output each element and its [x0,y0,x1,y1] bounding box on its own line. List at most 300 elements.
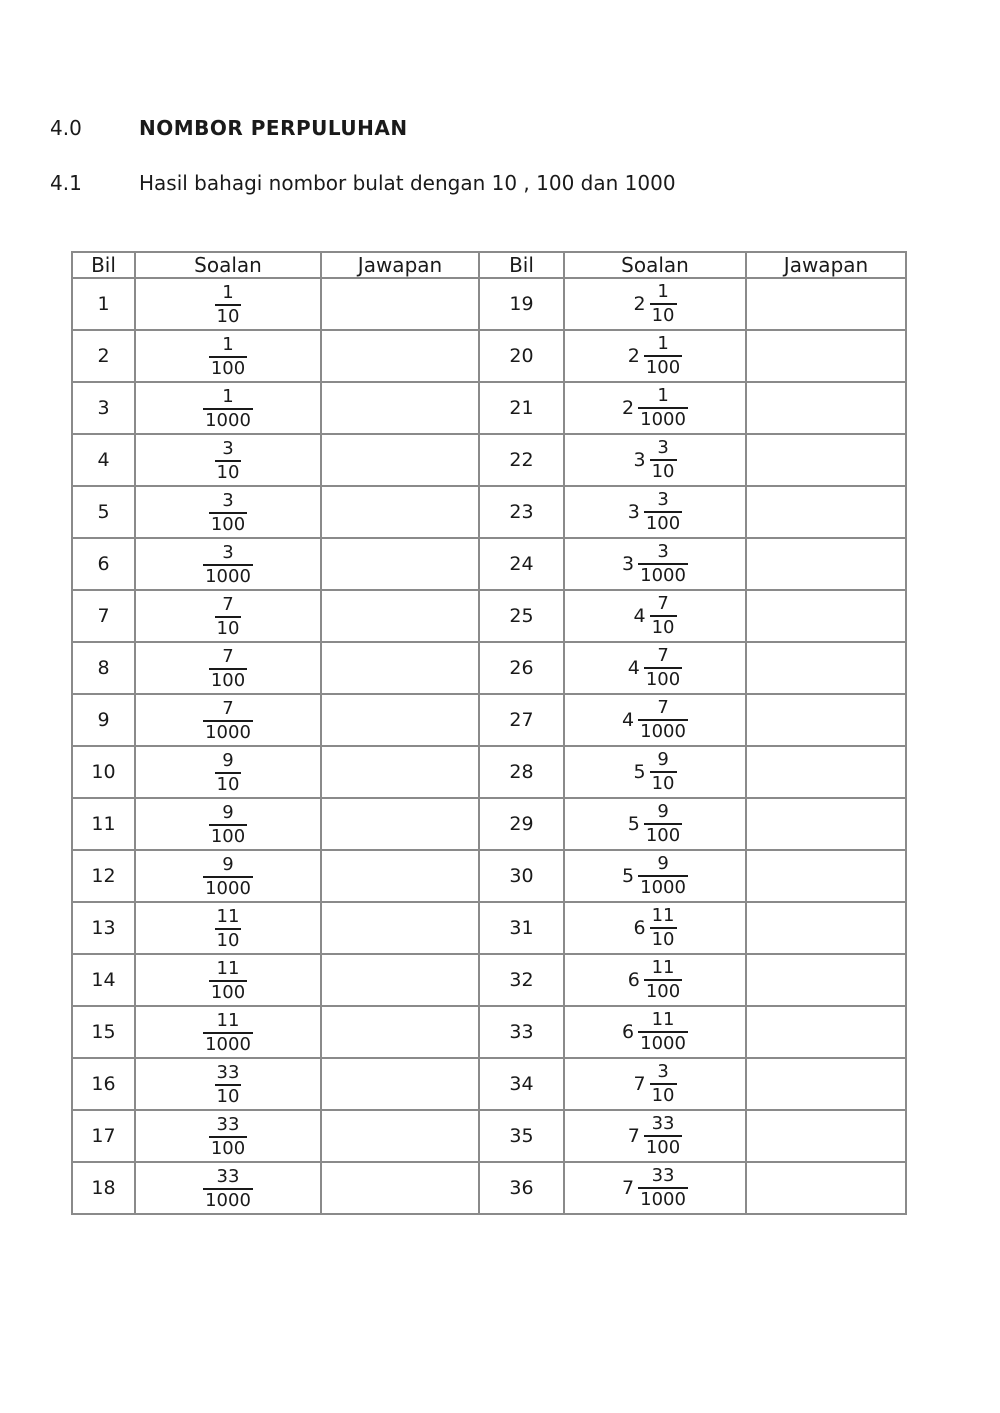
question-cell [135,1110,321,1162]
table-row [72,330,906,382]
answer-cell[interactable] [746,902,906,954]
question-cell [135,278,321,330]
denominator: 100 [210,513,246,535]
subsection-heading [50,171,676,195]
question-number: 22 [479,434,564,486]
question-number: 13 [72,902,135,954]
mixed-fraction [634,593,677,639]
table-row [72,642,906,694]
table-row [72,798,906,850]
numerator: 7 [222,697,234,719]
numerator: 33 [216,1165,240,1187]
whole-number: 5 [633,761,646,783]
answer-cell[interactable] [746,1162,906,1214]
question-cell [564,278,746,330]
whole-number: 4 [622,709,635,731]
answer-cell[interactable] [321,902,479,954]
numerator: 3 [657,437,669,458]
numerator: 7 [222,593,234,615]
fraction [215,1062,242,1108]
mixed-fraction [634,281,677,327]
mixed-fraction [203,854,253,900]
denominator: 100 [645,1137,681,1158]
fraction [203,854,253,900]
answer-cell[interactable] [746,746,906,798]
fraction [650,593,677,639]
answer-cell[interactable] [321,694,479,746]
numerator: 3 [657,489,669,510]
question-cell [564,642,746,694]
question-cell [135,798,321,850]
fraction [203,1166,253,1212]
question-number: 20 [479,330,564,382]
answer-cell[interactable] [321,1162,479,1214]
mixed-fraction [209,958,247,1004]
numerator: 1 [657,281,669,302]
question-number: 16 [72,1058,135,1110]
table-row [72,382,906,434]
answer-cell[interactable] [746,850,906,902]
question-cell [135,1006,321,1058]
denominator: 10 [651,305,675,326]
fraction [215,906,242,952]
question-cell [564,902,746,954]
numerator: 1 [657,385,669,406]
fraction [215,750,242,796]
numerator: 7 [657,593,669,614]
subsection-title: Hasil bahagi nombor bulat dengan 10 , 100 dan 1000 [139,171,676,195]
question-cell [135,538,321,590]
question-cell [135,746,321,798]
numerator: 9 [657,801,669,822]
numerator: 33 [216,1061,240,1083]
question-cell [135,954,321,1006]
denominator: 100 [210,981,246,1003]
numerator: 3 [222,437,234,459]
fraction [203,1010,253,1056]
mixed-fraction [203,542,253,588]
question-cell [135,590,321,642]
numerator: 1 [222,385,234,407]
denominator: 1000 [205,1033,251,1055]
mixed-fraction [628,957,682,1003]
mixed-fraction [209,646,247,692]
denominator: 100 [210,1137,246,1159]
question-number: 2 [72,330,135,382]
answer-cell[interactable] [746,1058,906,1110]
denominator: 1000 [640,1033,686,1054]
question-number: 36 [479,1162,564,1214]
question-number: 11 [72,798,135,850]
fraction [209,802,247,848]
numerator: 1 [657,333,669,354]
numerator: 3 [657,1061,669,1082]
question-number: 19 [479,278,564,330]
question-number: 35 [479,1110,564,1162]
question-number: 12 [72,850,135,902]
numerator: 1 [222,281,234,303]
answer-cell[interactable] [746,1006,906,1058]
mixed-fraction [622,853,688,899]
fraction [209,334,247,380]
fraction [644,333,682,379]
denominator: 1000 [205,409,251,431]
denominator: 100 [210,669,246,691]
answer-cell[interactable] [746,694,906,746]
denominator: 10 [216,461,240,483]
mixed-fraction [209,334,247,380]
fraction [650,437,677,483]
fraction [203,386,253,432]
answer-cell[interactable] [746,278,906,330]
mixed-fraction [203,1166,253,1212]
question-cell [135,434,321,486]
mixed-fraction [209,490,247,536]
section-title: NOMBOR PERPULUHAN [139,116,408,140]
question-cell [564,486,746,538]
mixed-fraction [622,385,688,431]
question-cell [564,538,746,590]
denominator: 100 [645,513,681,534]
answer-cell[interactable] [746,538,906,590]
fraction [638,385,688,431]
numerator: 7 [657,697,669,718]
mixed-fraction [628,801,682,847]
denominator: 1000 [205,1189,251,1211]
denominator: 100 [645,357,681,378]
denominator: 10 [216,617,240,639]
table-row [72,902,906,954]
fraction [644,957,682,1003]
table-row [72,954,906,1006]
question-cell [135,642,321,694]
denominator: 10 [216,1085,240,1107]
header-bil: Bil [479,252,564,278]
header-jawapan: Jawapan [321,252,479,278]
fraction [650,749,677,795]
table-body [72,278,906,1214]
numerator: 11 [216,905,240,927]
question-number: 14 [72,954,135,1006]
table-row [72,746,906,798]
denominator: 1000 [640,565,686,586]
answer-cell[interactable] [321,538,479,590]
mixed-fraction [209,802,247,848]
table-row [72,1110,906,1162]
answer-cell[interactable] [321,1006,479,1058]
question-cell [564,330,746,382]
answer-cell[interactable] [746,642,906,694]
header-row [72,252,906,278]
question-cell [135,850,321,902]
fraction [644,489,682,535]
numerator: 9 [657,853,669,874]
numerator: 33 [651,1113,675,1134]
question-cell [564,1058,746,1110]
mixed-fraction [203,698,253,744]
numerator: 9 [222,749,234,771]
question-cell [564,1162,746,1214]
question-number: 27 [479,694,564,746]
whole-number: 6 [622,1021,635,1043]
answer-cell[interactable] [746,382,906,434]
worksheet-table [71,251,907,1215]
question-cell [564,850,746,902]
denominator: 10 [651,1085,675,1106]
question-cell [135,1058,321,1110]
denominator: 1000 [205,877,251,899]
question-number: 15 [72,1006,135,1058]
question-number: 31 [479,902,564,954]
whole-number: 7 [633,1073,646,1095]
denominator: 100 [210,825,246,847]
question-cell [135,382,321,434]
numerator: 9 [657,749,669,770]
whole-number: 4 [633,605,646,627]
denominator: 100 [210,357,246,379]
question-number: 18 [72,1162,135,1214]
subsection-number: 4.1 [50,171,82,195]
denominator: 10 [651,773,675,794]
fraction [638,541,688,587]
question-number: 8 [72,642,135,694]
question-number: 1 [72,278,135,330]
mixed-fraction [215,438,242,484]
question-cell [564,746,746,798]
numerator: 33 [216,1113,240,1135]
denominator: 1000 [640,409,686,430]
fraction [638,697,688,743]
question-cell [564,1110,746,1162]
answer-cell[interactable] [746,486,906,538]
question-number: 17 [72,1110,135,1162]
mixed-fraction [203,1010,253,1056]
question-cell [564,954,746,1006]
table-row [72,538,906,590]
header-soalan: Soalan [564,252,746,278]
question-number: 7 [72,590,135,642]
fraction [203,698,253,744]
numerator: 7 [657,645,669,666]
mixed-fraction [628,645,682,691]
denominator: 1000 [205,565,251,587]
answer-cell[interactable] [321,590,479,642]
answer-cell[interactable] [746,1110,906,1162]
denominator: 10 [651,617,675,638]
mixed-fraction [628,1113,682,1159]
denominator: 100 [645,981,681,1002]
table-row [72,1162,906,1214]
mixed-fraction [622,697,688,743]
whole-number: 4 [627,657,640,679]
whole-number: 3 [627,501,640,523]
question-number: 23 [479,486,564,538]
numerator: 11 [216,1009,240,1031]
numerator: 1 [222,333,234,355]
mixed-fraction [209,1114,247,1160]
answer-cell[interactable] [321,278,479,330]
answer-cell[interactable] [321,642,479,694]
fraction [644,1113,682,1159]
header-soalan: Soalan [135,252,321,278]
question-cell [564,1006,746,1058]
denominator: 10 [651,461,675,482]
table-row [72,1058,906,1110]
question-cell [135,330,321,382]
whole-number: 5 [627,813,640,835]
whole-number: 7 [622,1177,635,1199]
mixed-fraction [634,437,677,483]
fraction [203,542,253,588]
mixed-fraction [622,541,688,587]
numerator: 11 [651,905,675,926]
numerator: 11 [651,957,675,978]
question-number: 34 [479,1058,564,1110]
numerator: 3 [222,541,234,563]
answer-cell[interactable] [321,954,479,1006]
table-row [72,850,906,902]
answer-cell[interactable] [321,382,479,434]
question-number: 10 [72,746,135,798]
fraction [209,646,247,692]
whole-number: 2 [633,293,646,315]
answer-cell[interactable] [321,434,479,486]
whole-number: 7 [627,1125,640,1147]
header-bil: Bil [72,252,135,278]
denominator: 100 [645,669,681,690]
denominator: 10 [216,929,240,951]
answer-cell[interactable] [321,486,479,538]
fraction [638,1165,688,1211]
mixed-fraction [215,1062,242,1108]
answer-cell[interactable] [321,850,479,902]
table-row [72,278,906,330]
denominator: 100 [645,825,681,846]
fraction [650,281,677,327]
question-cell [135,694,321,746]
mixed-fraction [203,386,253,432]
fraction [644,645,682,691]
fraction [650,905,677,951]
fraction [215,438,242,484]
header-jawapan: Jawapan [746,252,906,278]
answer-cell[interactable] [321,1110,479,1162]
question-cell [135,902,321,954]
answer-cell[interactable] [321,746,479,798]
whole-number: 5 [622,865,635,887]
numerator: 9 [222,853,234,875]
answer-cell[interactable] [746,590,906,642]
numerator: 3 [657,541,669,562]
fraction [638,1009,688,1055]
mixed-fraction [622,1009,688,1055]
answer-cell[interactable] [746,434,906,486]
fraction [215,594,242,640]
fraction [650,1061,677,1107]
fraction [215,282,242,328]
fraction [209,1114,247,1160]
table-row [72,694,906,746]
question-number: 3 [72,382,135,434]
answer-cell[interactable] [321,1058,479,1110]
answer-cell[interactable] [746,330,906,382]
answer-cell[interactable] [321,798,479,850]
answer-cell[interactable] [746,798,906,850]
table-row [72,486,906,538]
fraction [644,801,682,847]
numerator: 33 [651,1165,675,1186]
question-cell [135,486,321,538]
denominator: 1000 [205,721,251,743]
denominator: 10 [216,773,240,795]
question-number: 32 [479,954,564,1006]
fraction [209,958,247,1004]
section-heading [50,116,408,140]
numerator: 7 [222,645,234,667]
question-number: 5 [72,486,135,538]
answer-cell[interactable] [746,954,906,1006]
question-number: 9 [72,694,135,746]
denominator: 1000 [640,877,686,898]
question-cell [135,1162,321,1214]
numerator: 11 [651,1009,675,1030]
question-cell [564,798,746,850]
whole-number: 2 [622,397,635,419]
denominator: 1000 [640,1189,686,1210]
question-cell [564,434,746,486]
question-number: 21 [479,382,564,434]
whole-number: 6 [633,917,646,939]
fraction [638,853,688,899]
numerator: 9 [222,801,234,823]
denominator: 10 [651,929,675,950]
numerator: 11 [216,957,240,979]
question-cell [564,590,746,642]
question-number: 30 [479,850,564,902]
mixed-fraction [634,749,677,795]
mixed-fraction [215,594,242,640]
question-number: 26 [479,642,564,694]
question-number: 25 [479,590,564,642]
question-cell [564,382,746,434]
section-number: 4.0 [50,116,82,140]
question-number: 33 [479,1006,564,1058]
table-row [72,590,906,642]
question-number: 29 [479,798,564,850]
question-number: 4 [72,434,135,486]
mixed-fraction [628,333,682,379]
table-row [72,1006,906,1058]
table-row [72,434,906,486]
question-number: 28 [479,746,564,798]
question-number: 6 [72,538,135,590]
whole-number: 6 [627,969,640,991]
whole-number: 2 [627,345,640,367]
mixed-fraction [215,750,242,796]
mixed-fraction [634,905,677,951]
whole-number: 3 [622,553,635,575]
mixed-fraction [634,1061,677,1107]
mixed-fraction [622,1165,688,1211]
denominator: 10 [216,305,240,327]
numerator: 3 [222,489,234,511]
mixed-fraction [628,489,682,535]
fraction [209,490,247,536]
answer-cell[interactable] [321,330,479,382]
question-number: 24 [479,538,564,590]
whole-number: 3 [633,449,646,471]
question-cell [564,694,746,746]
